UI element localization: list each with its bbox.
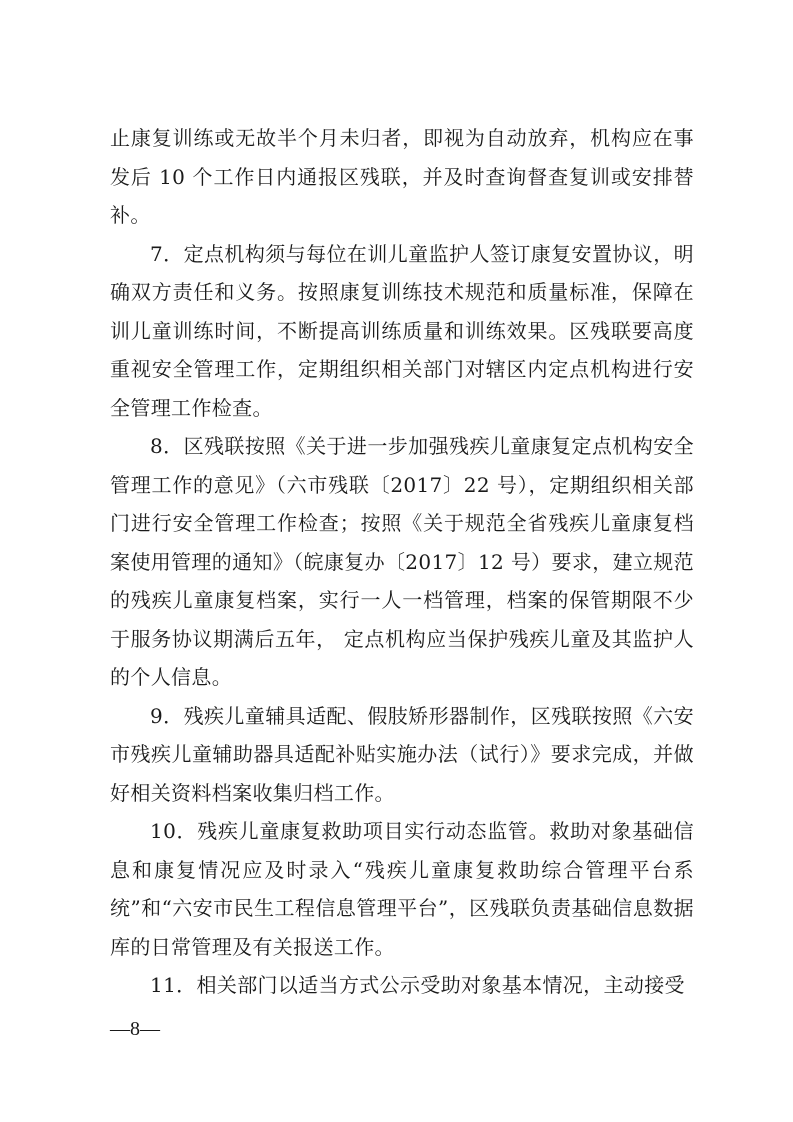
page-number: —8— bbox=[110, 1018, 160, 1040]
paragraph-item-9: 9．残疾儿童辅具适配、假肢矫形器制作，区残联按照《六安市残疾儿童辅助器具适配补贴实施办法（试行）》要求完成，并做好相关资料档案收集归档工作。 bbox=[110, 703, 694, 805]
paragraph-item-10: 10．残疾儿童康复救助项目实行动态监管。救助对象基础信息和康复情况应及时录入“残疾儿童康复救助综合管理平台系统”和“六安市民生工程信息管理平台”，区残联负责基础信息数据库的日常管理及有关报送工作。 bbox=[110, 819, 694, 959]
body-text bbox=[110, 119, 694, 1005]
paragraph-item-7: 7．定点机构须与每位在训儿童监护人签订康复安置协议，明确双方责任和义务。按照康复训练技术规范和质量标准，保障在训儿童训练时间，不断提高训练质量和训练效果。区残联要高度重视安全管理工作，定期组织相关部门对辖区内定点机构进行安全管理工作检查。 bbox=[110, 241, 694, 420]
paragraph-item-8: 8．区残联按照《关于进一步加强残疾儿童康复定点机构安全管理工作的意见》（六市残联〔2017〕22 号），定期组织相关部门进行安全管理工作检查；按照《关于规范全省残疾儿童康复档案使用管理的通知》（皖康复办〔2017〕12 号）要求，建立规范的残疾儿童康复档案，实行一人一档管理，档案的保管期限不少于服务协议期满后五年， 定点机构应当保护残疾儿童及其监护人的个人信息。 bbox=[110, 434, 694, 689]
paragraph-continued: 止康复训练或无故半个月未归者，即视为自动放弃，机构应在事发后 10 个工作日内通报区残联，并及时查询督查复训或安排替补。 bbox=[110, 126, 694, 227]
paragraph-item-11: 11．相关部门以适当方式公示受助对象基本情况，主动接受 bbox=[150, 973, 685, 997]
